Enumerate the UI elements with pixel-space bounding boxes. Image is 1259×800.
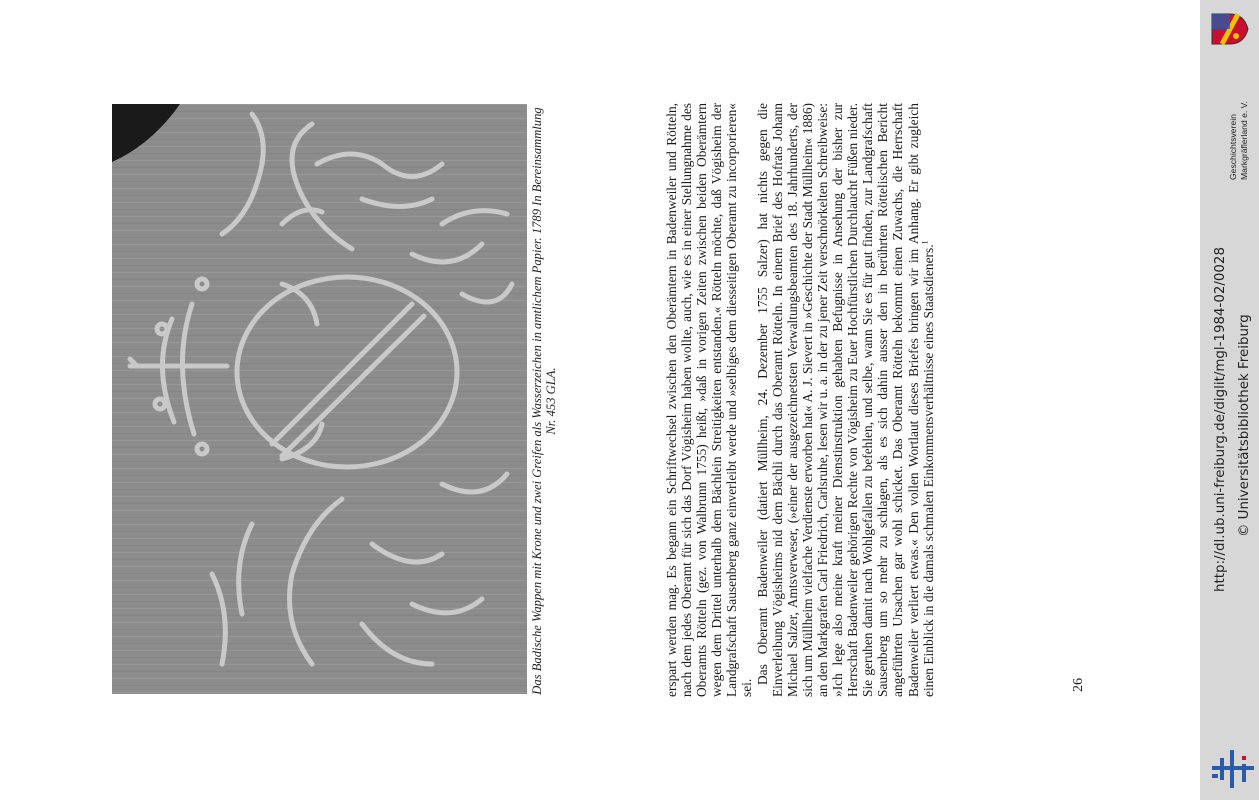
coat-of-arms-icon <box>1207 9 1253 49</box>
permalink-url[interactable]: http://dl.ub.uni-freiburg.de/diglit/mgl-1984-02/0028 <box>1213 247 1228 592</box>
footnote-mark: 1 <box>920 240 930 245</box>
society-line-2: Markgräflerland e. V. <box>1239 101 1249 180</box>
watermark-photo <box>112 104 527 694</box>
figure-caption: Das Badische Wappen mit Krone und zwei Greifen als Wasserzeichen in amtlichem Papier. 1789 In Bereinsammlung Nr. 453 GLA. <box>530 107 559 695</box>
paragraph-2-text: Das Oberamt Badenweiler (datiert Müllheim, 24. Dezember 1755 Salzer) hat nichts gegen die Einverleibung Vögisheims nid dem Bächli durch das Oberamt Rötteln. In einem Brief des Hofrats Johann Michael Salzer, Amtsverweser, (»einer der ausgezeichnetsten Verwaltungsbeamten des 18. Jahrhunderts, der sich um Müllheim vielfache Verdienste erworben hat« A. J. Sievert in »Geschichte der Stadt Müllheim« 1886) an den Markgrafen Carl Friedrich, Carlsruhe, lesen wir u. a. in der zu jener Zeit verschnörkelten Schreibweise: »Ich lege also meine kraft meiner Dienstinstruktion gehabten Befugnisse in Ansehung der bisher zur Herrschaft Badenweiler gehörigen Rechte von Vögisheim zu Euer Hochfürstlichen Durchlaucht Füßen nieder. Sie geruhen damit nach Wohlgefallen zu befehlen, und selbe, wann Sie es für gut finden, zur Landgrafschaft Sausenberg um so mehr zu schlagen, als es sich dahin ausser den in berührten Röttelischen Bericht angeführten Ursachen gar wohl schicket. Das Oberamt Rötteln bekommt einen Zuwachs, die Herrschaft Badenweiler verliert etwas.« Den vollen Wortlaut dieses Briefes bringen wir im Anhang. Er gibt zugleich einen Einblick in die damals schmalen Einkommensverhältnisse eines Staatsdieners. <box>754 103 936 697</box>
watermark-coat-of-arms-image <box>112 104 527 694</box>
copyright-notice: © Universitätsbibliothek Freiburg <box>1237 314 1252 537</box>
ub-freiburg-logo-icon[interactable] <box>1212 750 1254 788</box>
body-text <box>664 103 936 697</box>
society-label <box>1228 70 1250 180</box>
paragraph-1: erspart werden mag. Es begann ein Schriftwechsel zwischen den Oberämtern in Badenweiler und Rötteln, nach dem jedes Oberamt für sich das Dorf Vögisheim haben wollte, auch, wie es in einer Stellungnahme des Oberamts Rötteln (gez. von Walbrunn 1755) heißt, »daß in vorigen Zeiten zwischen beiden Oberämtern wegen dem Drittel unterhalb dem Bächlein Streitigkeiten entstanden.« Rötteln möchte, daß Vögisheim der Landgrafschaft Sausenberg ganz einverleibt werde und »selbiges dem diesseitigen Oberamt zu incorporieren« sei. <box>664 103 755 697</box>
society-line-1: Geschichtsverein <box>1228 114 1238 180</box>
page-number: 26 <box>1071 678 1086 692</box>
paragraph-2 <box>755 103 936 697</box>
